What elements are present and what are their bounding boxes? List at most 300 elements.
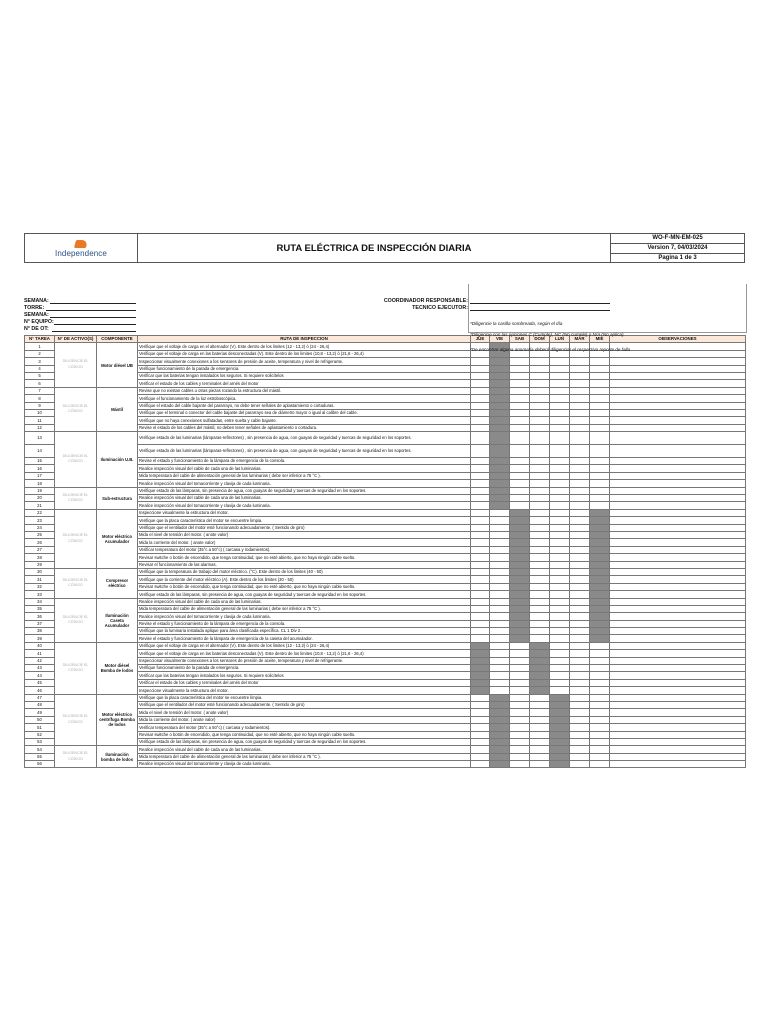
day-cell-dom[interactable] (530, 650, 550, 657)
day-cell-lun[interactable] (550, 502, 570, 509)
day-cell-vie[interactable] (490, 465, 510, 472)
observations-cell[interactable] (610, 679, 746, 686)
observations-cell[interactable] (610, 372, 746, 379)
observations-cell[interactable] (610, 465, 746, 472)
day-cell-mar[interactable] (570, 665, 590, 672)
day-cell-mie[interactable] (590, 591, 610, 598)
day-cell-dom[interactable] (530, 687, 550, 694)
day-cell-sab[interactable] (510, 395, 530, 402)
day-cell-mie[interactable] (590, 495, 610, 502)
day-cell-mie[interactable] (590, 635, 610, 642)
asset-code-cell[interactable]: DILIGENCIE EL CÓDIGO (55, 487, 97, 509)
day-cell-mie[interactable] (590, 546, 610, 553)
day-cell-jue[interactable] (471, 509, 490, 516)
day-cell-sab[interactable] (510, 402, 530, 409)
day-cell-vie[interactable] (490, 372, 510, 379)
day-cell-sab[interactable] (510, 628, 530, 635)
day-cell-lun[interactable] (550, 568, 570, 575)
asset-code-cell[interactable]: DILIGENCIE EL CÓDIGO (55, 694, 97, 746)
day-cell-dom[interactable] (530, 613, 550, 620)
day-cell-jue[interactable] (471, 650, 490, 657)
day-cell-sab[interactable] (510, 716, 530, 723)
day-cell-vie[interactable] (490, 620, 510, 627)
day-cell-mie[interactable] (590, 731, 610, 738)
day-cell-mie[interactable] (590, 487, 610, 494)
day-cell-lun[interactable] (550, 417, 570, 424)
day-cell-sab[interactable] (510, 380, 530, 387)
day-cell-lun[interactable] (550, 650, 570, 657)
day-cell-mie[interactable] (590, 679, 610, 686)
day-cell-jue[interactable] (471, 591, 490, 598)
day-cell-jue[interactable] (471, 665, 490, 672)
day-cell-sab[interactable] (510, 694, 530, 701)
day-cell-mie[interactable] (590, 517, 610, 524)
day-cell-jue[interactable] (471, 458, 490, 465)
day-cell-sab[interactable] (510, 539, 530, 546)
observations-cell[interactable] (610, 546, 746, 553)
day-cell-vie[interactable] (490, 495, 510, 502)
day-cell-dom[interactable] (530, 517, 550, 524)
day-cell-jue[interactable] (471, 495, 490, 502)
day-cell-mie[interactable] (590, 709, 610, 716)
day-cell-dom[interactable] (530, 701, 550, 708)
day-cell-vie[interactable] (490, 409, 510, 416)
day-cell-mie[interactable] (590, 387, 610, 394)
asset-code-cell[interactable]: DILIGENCIE EL CÓDIGO (55, 598, 97, 642)
day-cell-jue[interactable] (471, 753, 490, 760)
day-cell-jue[interactable] (471, 731, 490, 738)
day-cell-jue[interactable] (471, 701, 490, 708)
day-cell-vie[interactable] (490, 591, 510, 598)
day-cell-lun[interactable] (550, 628, 570, 635)
day-cell-vie[interactable] (490, 387, 510, 394)
day-cell-dom[interactable] (530, 380, 550, 387)
day-cell-jue[interactable] (471, 395, 490, 402)
day-cell-mie[interactable] (590, 372, 610, 379)
day-cell-dom[interactable] (530, 365, 550, 372)
observations-cell[interactable] (610, 672, 746, 679)
day-cell-mar[interactable] (570, 409, 590, 416)
day-cell-mie[interactable] (590, 465, 610, 472)
observations-cell[interactable] (610, 554, 746, 561)
day-cell-jue[interactable] (471, 480, 490, 487)
day-cell-jue[interactable] (471, 554, 490, 561)
day-cell-lun[interactable] (550, 642, 570, 649)
day-cell-lun[interactable] (550, 561, 570, 568)
day-cell-vie[interactable] (490, 380, 510, 387)
day-cell-jue[interactable] (471, 380, 490, 387)
day-cell-dom[interactable] (530, 358, 550, 365)
day-cell-dom[interactable] (530, 554, 550, 561)
day-cell-vie[interactable] (490, 554, 510, 561)
day-cell-mar[interactable] (570, 402, 590, 409)
day-cell-mar[interactable] (570, 509, 590, 516)
day-cell-vie[interactable] (490, 445, 510, 458)
day-cell-lun[interactable] (550, 524, 570, 531)
day-cell-mie[interactable] (590, 598, 610, 605)
observations-cell[interactable] (610, 746, 746, 753)
day-cell-sab[interactable] (510, 445, 530, 458)
day-cell-vie[interactable] (490, 753, 510, 760)
day-cell-sab[interactable] (510, 761, 530, 768)
day-cell-vie[interactable] (490, 650, 510, 657)
day-cell-jue[interactable] (471, 432, 490, 445)
observations-cell[interactable] (610, 761, 746, 768)
day-cell-vie[interactable] (490, 487, 510, 494)
day-cell-mie[interactable] (590, 502, 610, 509)
day-cell-mar[interactable] (570, 709, 590, 716)
day-cell-sab[interactable] (510, 605, 530, 612)
day-cell-vie[interactable] (490, 517, 510, 524)
observations-cell[interactable] (610, 576, 746, 583)
observations-cell[interactable] (610, 694, 746, 701)
day-cell-dom[interactable] (530, 657, 550, 664)
observations-cell[interactable] (610, 358, 746, 365)
day-cell-sab[interactable] (510, 509, 530, 516)
day-cell-sab[interactable] (510, 591, 530, 598)
day-cell-mie[interactable] (590, 628, 610, 635)
day-cell-dom[interactable] (530, 568, 550, 575)
day-cell-mie[interactable] (590, 480, 610, 487)
day-cell-mar[interactable] (570, 472, 590, 479)
day-cell-jue[interactable] (471, 613, 490, 620)
day-cell-sab[interactable] (510, 480, 530, 487)
day-cell-vie[interactable] (490, 635, 510, 642)
day-cell-mar[interactable] (570, 502, 590, 509)
day-cell-mar[interactable] (570, 591, 590, 598)
day-cell-mie[interactable] (590, 620, 610, 627)
day-cell-mar[interactable] (570, 672, 590, 679)
day-cell-lun[interactable] (550, 694, 570, 701)
day-cell-dom[interactable] (530, 709, 550, 716)
day-cell-vie[interactable] (490, 657, 510, 664)
observations-cell[interactable] (610, 458, 746, 465)
day-cell-mie[interactable] (590, 672, 610, 679)
day-cell-vie[interactable] (490, 642, 510, 649)
day-cell-mar[interactable] (570, 746, 590, 753)
day-cell-mie[interactable] (590, 642, 610, 649)
day-cell-dom[interactable] (530, 524, 550, 531)
day-cell-dom[interactable] (530, 531, 550, 538)
day-cell-vie[interactable] (490, 561, 510, 568)
field-equipo[interactable] (54, 324, 136, 325)
day-cell-dom[interactable] (530, 628, 550, 635)
day-cell-mar[interactable] (570, 546, 590, 553)
day-cell-lun[interactable] (550, 583, 570, 590)
day-cell-mar[interactable] (570, 395, 590, 402)
day-cell-jue[interactable] (471, 561, 490, 568)
day-cell-vie[interactable] (490, 402, 510, 409)
day-cell-sab[interactable] (510, 365, 530, 372)
day-cell-mar[interactable] (570, 554, 590, 561)
day-cell-dom[interactable] (530, 605, 550, 612)
day-cell-lun[interactable] (550, 365, 570, 372)
day-cell-mar[interactable] (570, 679, 590, 686)
day-cell-mie[interactable] (590, 424, 610, 431)
day-cell-lun[interactable] (550, 395, 570, 402)
day-cell-lun[interactable] (550, 432, 570, 445)
day-cell-mar[interactable] (570, 642, 590, 649)
day-cell-sab[interactable] (510, 531, 530, 538)
day-cell-mar[interactable] (570, 724, 590, 731)
day-cell-sab[interactable] (510, 524, 530, 531)
day-cell-jue[interactable] (471, 502, 490, 509)
day-cell-dom[interactable] (530, 635, 550, 642)
day-cell-mie[interactable] (590, 445, 610, 458)
day-cell-mie[interactable] (590, 687, 610, 694)
day-cell-dom[interactable] (530, 546, 550, 553)
day-cell-mar[interactable] (570, 716, 590, 723)
day-cell-sab[interactable] (510, 679, 530, 686)
day-cell-dom[interactable] (530, 432, 550, 445)
day-cell-jue[interactable] (471, 672, 490, 679)
observations-cell[interactable] (610, 701, 746, 708)
day-cell-sab[interactable] (510, 517, 530, 524)
day-cell-jue[interactable] (471, 687, 490, 694)
observations-cell[interactable] (610, 635, 746, 642)
day-cell-dom[interactable] (530, 716, 550, 723)
day-cell-mie[interactable] (590, 417, 610, 424)
day-cell-vie[interactable] (490, 424, 510, 431)
day-cell-dom[interactable] (530, 509, 550, 516)
day-cell-lun[interactable] (550, 687, 570, 694)
day-cell-sab[interactable] (510, 502, 530, 509)
day-cell-mie[interactable] (590, 365, 610, 372)
observations-cell[interactable] (610, 568, 746, 575)
day-cell-mie[interactable] (590, 409, 610, 416)
day-cell-jue[interactable] (471, 524, 490, 531)
day-cell-sab[interactable] (510, 687, 530, 694)
day-cell-sab[interactable] (510, 620, 530, 627)
day-cell-sab[interactable] (510, 417, 530, 424)
day-cell-mar[interactable] (570, 465, 590, 472)
day-cell-jue[interactable] (471, 539, 490, 546)
day-cell-jue[interactable] (471, 724, 490, 731)
observations-cell[interactable] (610, 731, 746, 738)
day-cell-sab[interactable] (510, 709, 530, 716)
day-cell-sab[interactable] (510, 753, 530, 760)
observations-cell[interactable] (610, 628, 746, 635)
day-cell-mar[interactable] (570, 480, 590, 487)
day-cell-sab[interactable] (510, 731, 530, 738)
day-cell-jue[interactable] (471, 546, 490, 553)
day-cell-lun[interactable] (550, 657, 570, 664)
day-cell-mie[interactable] (590, 657, 610, 664)
day-cell-dom[interactable] (530, 583, 550, 590)
day-cell-lun[interactable] (550, 517, 570, 524)
day-cell-vie[interactable] (490, 731, 510, 738)
field-torre[interactable] (46, 310, 136, 311)
day-cell-dom[interactable] (530, 465, 550, 472)
day-cell-vie[interactable] (490, 502, 510, 509)
field-ot[interactable] (52, 331, 136, 332)
day-cell-vie[interactable] (490, 531, 510, 538)
day-cell-jue[interactable] (471, 402, 490, 409)
day-cell-dom[interactable] (530, 487, 550, 494)
observations-cell[interactable] (610, 738, 746, 745)
day-cell-mie[interactable] (590, 531, 610, 538)
day-cell-dom[interactable] (530, 731, 550, 738)
day-cell-vie[interactable] (490, 524, 510, 531)
day-cell-mie[interactable] (590, 761, 610, 768)
day-cell-jue[interactable] (471, 761, 490, 768)
day-cell-mie[interactable] (590, 583, 610, 590)
day-cell-dom[interactable] (530, 724, 550, 731)
asset-code-cell[interactable]: DILIGENCIE EL CÓDIGO (55, 568, 97, 598)
day-cell-lun[interactable] (550, 531, 570, 538)
day-cell-jue[interactable] (471, 657, 490, 664)
day-cell-mar[interactable] (570, 738, 590, 745)
day-cell-mie[interactable] (590, 358, 610, 365)
observations-cell[interactable] (610, 509, 746, 516)
day-cell-mie[interactable] (590, 605, 610, 612)
day-cell-dom[interactable] (530, 694, 550, 701)
day-cell-dom[interactable] (530, 409, 550, 416)
day-cell-lun[interactable] (550, 380, 570, 387)
observations-cell[interactable] (610, 402, 746, 409)
day-cell-lun[interactable] (550, 746, 570, 753)
day-cell-mie[interactable] (590, 568, 610, 575)
observations-cell[interactable] (610, 687, 746, 694)
day-cell-lun[interactable] (550, 613, 570, 620)
day-cell-mar[interactable] (570, 687, 590, 694)
observations-cell[interactable] (610, 480, 746, 487)
day-cell-lun[interactable] (550, 445, 570, 458)
day-cell-sab[interactable] (510, 409, 530, 416)
day-cell-lun[interactable] (550, 761, 570, 768)
day-cell-mie[interactable] (590, 576, 610, 583)
day-cell-lun[interactable] (550, 424, 570, 431)
day-cell-vie[interactable] (490, 417, 510, 424)
day-cell-sab[interactable] (510, 561, 530, 568)
field-semana-2[interactable] (50, 317, 136, 318)
day-cell-sab[interactable] (510, 635, 530, 642)
day-cell-mar[interactable] (570, 487, 590, 494)
day-cell-sab[interactable] (510, 665, 530, 672)
day-cell-dom[interactable] (530, 672, 550, 679)
day-cell-lun[interactable] (550, 546, 570, 553)
day-cell-mar[interactable] (570, 539, 590, 546)
day-cell-jue[interactable] (471, 372, 490, 379)
day-cell-lun[interactable] (550, 458, 570, 465)
day-cell-mar[interactable] (570, 694, 590, 701)
day-cell-jue[interactable] (471, 365, 490, 372)
day-cell-lun[interactable] (550, 591, 570, 598)
day-cell-mar[interactable] (570, 576, 590, 583)
day-cell-lun[interactable] (550, 372, 570, 379)
day-cell-mie[interactable] (590, 554, 610, 561)
day-cell-jue[interactable] (471, 642, 490, 649)
day-cell-lun[interactable] (550, 495, 570, 502)
observations-cell[interactable] (610, 495, 746, 502)
day-cell-dom[interactable] (530, 576, 550, 583)
day-cell-jue[interactable] (471, 568, 490, 575)
day-cell-sab[interactable] (510, 738, 530, 745)
day-cell-lun[interactable] (550, 605, 570, 612)
day-cell-sab[interactable] (510, 387, 530, 394)
day-cell-mar[interactable] (570, 598, 590, 605)
observations-cell[interactable] (610, 472, 746, 479)
day-cell-vie[interactable] (490, 395, 510, 402)
day-cell-jue[interactable] (471, 628, 490, 635)
observations-cell[interactable] (610, 724, 746, 731)
observations-cell[interactable] (610, 583, 746, 590)
day-cell-mar[interactable] (570, 731, 590, 738)
day-cell-sab[interactable] (510, 724, 530, 731)
day-cell-dom[interactable] (530, 445, 550, 458)
observations-cell[interactable] (610, 445, 746, 458)
day-cell-mar[interactable] (570, 657, 590, 664)
observations-cell[interactable] (610, 642, 746, 649)
asset-code-cell[interactable]: DILIGENCIE EL CÓDIGO (55, 343, 97, 387)
day-cell-dom[interactable] (530, 502, 550, 509)
day-cell-vie[interactable] (490, 672, 510, 679)
day-cell-vie[interactable] (490, 694, 510, 701)
day-cell-jue[interactable] (471, 358, 490, 365)
day-cell-vie[interactable] (490, 539, 510, 546)
day-cell-jue[interactable] (471, 709, 490, 716)
observations-cell[interactable] (610, 432, 746, 445)
day-cell-dom[interactable] (530, 402, 550, 409)
observations-cell[interactable] (610, 598, 746, 605)
observations-cell[interactable] (610, 524, 746, 531)
day-cell-vie[interactable] (490, 472, 510, 479)
day-cell-dom[interactable] (530, 417, 550, 424)
day-cell-lun[interactable] (550, 598, 570, 605)
day-cell-sab[interactable] (510, 650, 530, 657)
observations-cell[interactable] (610, 395, 746, 402)
day-cell-dom[interactable] (530, 642, 550, 649)
day-cell-mie[interactable] (590, 561, 610, 568)
day-cell-mar[interactable] (570, 387, 590, 394)
observations-cell[interactable] (610, 409, 746, 416)
day-cell-lun[interactable] (550, 753, 570, 760)
day-cell-dom[interactable] (530, 472, 550, 479)
day-cell-lun[interactable] (550, 576, 570, 583)
day-cell-jue[interactable] (471, 620, 490, 627)
day-cell-dom[interactable] (530, 665, 550, 672)
day-cell-sab[interactable] (510, 358, 530, 365)
day-cell-vie[interactable] (490, 716, 510, 723)
observations-cell[interactable] (610, 517, 746, 524)
day-cell-mie[interactable] (590, 701, 610, 708)
day-cell-mar[interactable] (570, 635, 590, 642)
day-cell-sab[interactable] (510, 432, 530, 445)
day-cell-jue[interactable] (471, 576, 490, 583)
day-cell-lun[interactable] (550, 672, 570, 679)
day-cell-jue[interactable] (471, 679, 490, 686)
day-cell-mie[interactable] (590, 395, 610, 402)
day-cell-sab[interactable] (510, 458, 530, 465)
day-cell-mar[interactable] (570, 380, 590, 387)
day-cell-mar[interactable] (570, 701, 590, 708)
day-cell-dom[interactable] (530, 753, 550, 760)
observations-cell[interactable] (610, 665, 746, 672)
day-cell-lun[interactable] (550, 487, 570, 494)
observations-cell[interactable] (610, 417, 746, 424)
day-cell-dom[interactable] (530, 761, 550, 768)
day-cell-mie[interactable] (590, 724, 610, 731)
day-cell-lun[interactable] (550, 554, 570, 561)
observations-cell[interactable] (610, 709, 746, 716)
day-cell-mar[interactable] (570, 568, 590, 575)
day-cell-sab[interactable] (510, 424, 530, 431)
day-cell-mar[interactable] (570, 417, 590, 424)
day-cell-mie[interactable] (590, 539, 610, 546)
day-cell-jue[interactable] (471, 694, 490, 701)
day-cell-mar[interactable] (570, 628, 590, 635)
field-semana[interactable] (50, 303, 136, 304)
